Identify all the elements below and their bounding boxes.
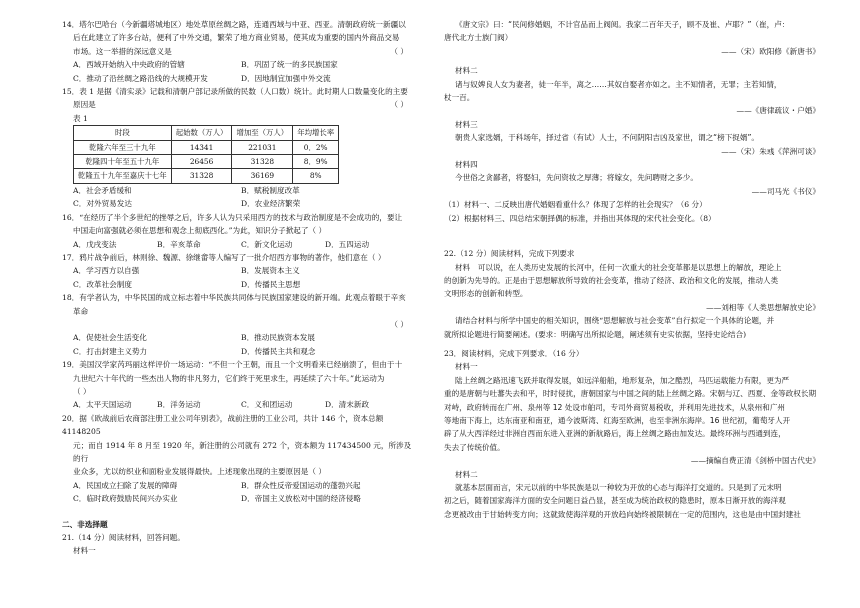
table-header: 年均增长率 [293,126,339,140]
question-19 [62,358,414,412]
q17-options [62,264,414,291]
table-cell: 26456 [171,155,232,169]
q18-line-1: 18．有学者认为，中华民国的成立标志着中华民族共同体与民族国家建设的新开端。此观点着眼于辛亥 [62,293,406,303]
question-17 [62,251,414,291]
q15-option-b: B．赋税制度改革 [241,185,300,195]
m2-line-1: 诸与奴婢良人女为妻者，徒一年半，离之……其奴自娶者亦如之。主不知情者，无罪；主若知情， [455,79,782,89]
q22-line-1: 材料 可以说，在人类历史发展的长河中，任何一次重大的社会变革都是以思想上的解放，理论上 [455,262,782,272]
population-table [73,125,339,184]
q18-paren-line [62,318,414,331]
table-row [74,140,339,154]
q20-option-a: A．民国成立扫除了发展的障碍 [73,480,178,490]
q23-m1-line-5: 辟了从大西洋经过非洲自西而东进入亚洲的新航路后，海上丝绸之路由加发达。最终环洲与西通到连， [444,429,786,439]
q18-option-a: A．促使社会生活变化 [73,333,147,343]
q20-line-1: 20．据《欧战前后农商部注册工业公司年别表》，战前注册的工业公司，共计 146 个，资本总额 41148205 [62,413,384,437]
m2-title: 材料二 [455,66,478,76]
table-row [74,155,339,169]
table-cell: 0．2% [293,140,339,154]
q23-m2-line-3: 念更被改由于甘始转变方向；这就致使海洋观的开放趋向始终被限制在一定的范围内，这也是由中国封建社 [444,509,801,519]
table-cell: 221031 [232,140,293,154]
q18-option-d: D．传播民主共和观念 [241,346,316,356]
q14-line-3: 市场。这一举措的深远意义是 （ ） [62,45,414,58]
q23-m1-title: 材料一 [455,362,478,372]
table-cell: 31328 [232,155,293,169]
q23-m1-line-1: 陆上丝绸之路迅速飞跃并取得发展，如远洋船舶，地形复杂，加之酷烈，马匹运载能力有限，更为严 [455,375,790,385]
q14-option-d: D．因地制宜加强中外交流 [241,73,331,83]
q20-options [62,479,414,506]
q22-task-1: 请结合材料与所学中国史的相关知识，围绕“思想解放与社会变革”自行拟定一个具体的论题，并 [455,316,775,326]
q17-option-d: D．传播民主思想 [241,279,301,289]
q19-option-b: B．洋务运动 [157,400,201,410]
m1-source: ——（宋）欧阳修《新唐书》 [721,46,820,56]
q19-option-d: D．清末新政 [325,400,370,410]
question-15 [62,85,414,211]
q21-sub-1: （1）材料一、二反映出唐代婚姻看重什么？体现了怎样的社会现实？（6 分） [444,200,707,210]
q18-options [62,331,414,358]
q23-m1-line-2: 重的是唐朝与吐蕃失去和平，时时侵扰，唐朝国家与中国之间的陆上丝绸之路。宋朝与辽、西夏、金等政权长期 [444,389,817,399]
question-14 [62,18,414,85]
table-cell: 36169 [232,169,293,183]
question-18 [62,291,414,358]
q22-head: 22.（12 分）阅读材料，完成下列要求 [444,249,575,259]
q16-option-b: B．辛亥革命 [157,239,201,249]
left-column [62,18,414,558]
section-heading: 二、非选择题 [62,519,108,529]
q18-line-2: 革命 [73,306,89,316]
q15-line-2: 原因是 （ ） [62,98,414,111]
q20-option-d: D．帝国主义放松对中国的经济侵略 [241,494,361,504]
m4-title: 材料四 [455,160,478,170]
q19-line-1: 19．美国汉学家芮玛丽这样评价一场运动：“不但一个王朝，而且一个文明看来已经崩溃了，但由于十 [62,360,403,370]
q15-options [62,184,414,211]
q15-table-caption: 表 1 [73,113,88,123]
question-20 [62,412,414,506]
q23-m2-title: 材料二 [455,469,478,479]
q17-option-c: C．改革社会制度 [73,279,132,289]
q23-m1-source: ——摘编自费正清《剑桥中国古代史》 [690,456,820,466]
q14-line-1: 14．塔尔巴哈台（今新疆塔城地区）地处草原丝绸之路，连通西域与中亚、西亚。清朝政府统一新疆以 [62,20,406,29]
q14-line-2: 后在此建立了许多台站，便利了中外交通，繁荣了地方商业贸易，使其成为重要的国内外商品交易 [73,33,400,43]
q21-head: 21.（14 分）阅读材料，回答问题。 [62,533,185,543]
q22-task-2: 就所拟论题进行简要阐述。(要求：明确写出所拟论题，阐述须有史实依据，坚持史论结合) [444,329,747,339]
q22-line-2: 的创新为先导的。正是由于思想解放所导致的社会变革，推动了经济、政治和文化的发展，推动人类 [444,275,779,285]
q18-answer-paren: （ ） [390,319,408,329]
m4-line-1: 今世俗之贪鄙者，将娶妇，先问资妆之厚薄；将嫁女，先问聘财之多少。 [455,173,698,183]
m1-line-1: 《唐文宗》曰：“民间修婚姻，不计官品而上阀阅。我家二百年天子，顾不及崔、卢耶？”（崔，卢： [455,20,790,29]
table-header: 起始数（万人） [171,126,232,140]
table-cell: 14341 [171,140,232,154]
m3-line-1: 朝贵人家选婿，于科场年，择过省（有试）人士，不问阴阳吉凶及家世，谓之“榜下捉婿”。 [455,133,760,143]
table-cell: 8．9% [293,155,339,169]
q23-m1-line-6: 失去了传统价值。 [444,442,505,452]
m3-source: ——（宋）朱彧《萍洲可谈》 [721,146,820,156]
question-22 [444,247,824,341]
q18-option-b: B．推动民族资本发展 [241,333,315,343]
question-16 [62,211,414,251]
q23-head: 23．阅读材料，完成下列要求．（16 分） [444,348,584,358]
q19-option-a: A．太平天国运动 [73,400,132,410]
table-cell: 乾隆六年至三十九年 [74,140,172,154]
q15-option-a: A．社会矛盾缓和 [73,185,132,195]
q14-option-c: C．推动了沿丝绸之路沿线的大规模开发 [73,73,208,83]
m4-source: ——司马光《书仪》 [751,186,820,196]
q23-m1-line-4: 等地南下海上，达东南亚和南亚，通今波斯湾、红海至欧洲，也至非洲东海岸。16 世纪初，葡萄牙人开 [444,415,791,425]
q16-options [62,238,414,251]
q20-option-b: B．群众性反帝爱国运动的蓬勃兴起 [241,480,361,490]
q22-line-3: 文明形态的创新和转型。 [444,289,528,299]
q15-answer-paren: （ ） [390,100,408,110]
q19-options [62,398,414,411]
q23-m2-line-1: 就基本层面而言，宋元以前的中华民族是以一种较为开放的心态与海洋打交道的。只是到了元末明 [455,483,782,492]
q20-line-2: 元；而自 1914 年 8 月至 1920 年，新注册的公司就有 272 个，资本额为 117434500 元，所涉及的行 [73,440,412,463]
q21-material-4 [444,158,824,198]
table-cell: 乾隆四十年至五十九年 [74,155,172,169]
m2-source: ——《唐律疏议・户婚》 [736,106,820,116]
q16-line-2: 中国走向富强就必须在思想和观念上彻底西化。”为此，知识分子掀起了（ ） [73,226,327,236]
q17-line-1: 17．鸦片战争前后，林则徐、魏源、徐继畲等人编写了一批介绍西方事物的著作，他们意在（ ） [62,252,386,262]
q14-option-a: A．西域开始纳入中央政府的管辖 [73,60,185,70]
m3-title: 材料三 [455,119,478,129]
table-header: 时段 [74,126,172,140]
question-23 [444,347,824,521]
m2-line-2: 杖一百。 [444,93,475,103]
q19-option-c: C．义和团运动 [241,400,293,410]
q19-line-2: 九世纪六十年代的一些杰出人物的非凡努力，它们终于死里求生，再延续了六十年。”此运动为 [73,373,385,383]
q16-option-d: D．五四运动 [325,239,370,249]
q15-line-1: 15．表 1 是据《清实录》记载和清朝户部记录所做的民数（人口数）统计。此时期人口数量变化的主要 [62,87,408,97]
q16-line-1: 16．“在经历了半个多世纪的挫辱之后，许多人认为只采用西方的技术与政治制度是不会成功的，要让 [62,212,403,222]
q21-material-2 [444,64,824,118]
q14-option-b: B．巩固了统一的多民族国家 [241,60,338,70]
q21-material-1 [444,18,824,58]
q21-questions [444,198,824,225]
q20-option-c: C．临时政府鼓励民间兴办实业 [73,494,178,504]
q16-option-c: C．新文化运动 [241,239,293,249]
q21-sub-2: （2）根据材料三、四总结宋朝择偶的标准，并指出其体现的宋代社会变化。（8） [444,213,716,223]
table-cell: 31328 [171,169,232,183]
q21-material-one: 材料一 [73,546,96,556]
table-cell: 乾隆五十九年至嘉庆十七年 [74,169,172,183]
q20-line-3: 业众多，尤以纺织业和面粉业发展得最快。上述现象出现的主要原因是（ ） [73,467,327,477]
m1-line-2: 唐代北方士族门阀） [444,33,513,43]
table-header: 增加至（万人） [232,126,293,140]
table-header-row [74,126,339,140]
q21-material-3 [444,118,824,158]
right-column [444,18,824,521]
q17-option-b: B．发展资本主义 [241,266,300,276]
q15-option-d: D．农业经济繁荣 [241,199,301,209]
q14-options [62,58,414,85]
q22-source: ——刘相等《人类思想解放史论》 [706,302,820,312]
q17-option-a: A．学习西方以自强 [73,266,140,276]
q14-answer-paren: （ ） [390,46,408,56]
q23-m2-line-2: 初之后，随着国家海洋方面的安全问题日益凸显，甚至成为统治政权的隐患时，原本日渐开放的海洋观 [444,496,786,506]
q15-option-c: C．对外贸易发达 [73,199,132,209]
q23-m1-line-3: 对峙，政府转而在广州、泉州等 12 处设市舶司，专司外商贸易税收，并利用先进技术，从泉州和广州 [444,402,786,412]
q16-option-a: A．戊戌变法 [73,239,117,249]
table-cell: 8% [293,169,339,183]
q19-line-3: （ ） [73,386,91,396]
q18-option-c: C．打击封建主义势力 [73,346,148,356]
table-row [74,169,339,183]
